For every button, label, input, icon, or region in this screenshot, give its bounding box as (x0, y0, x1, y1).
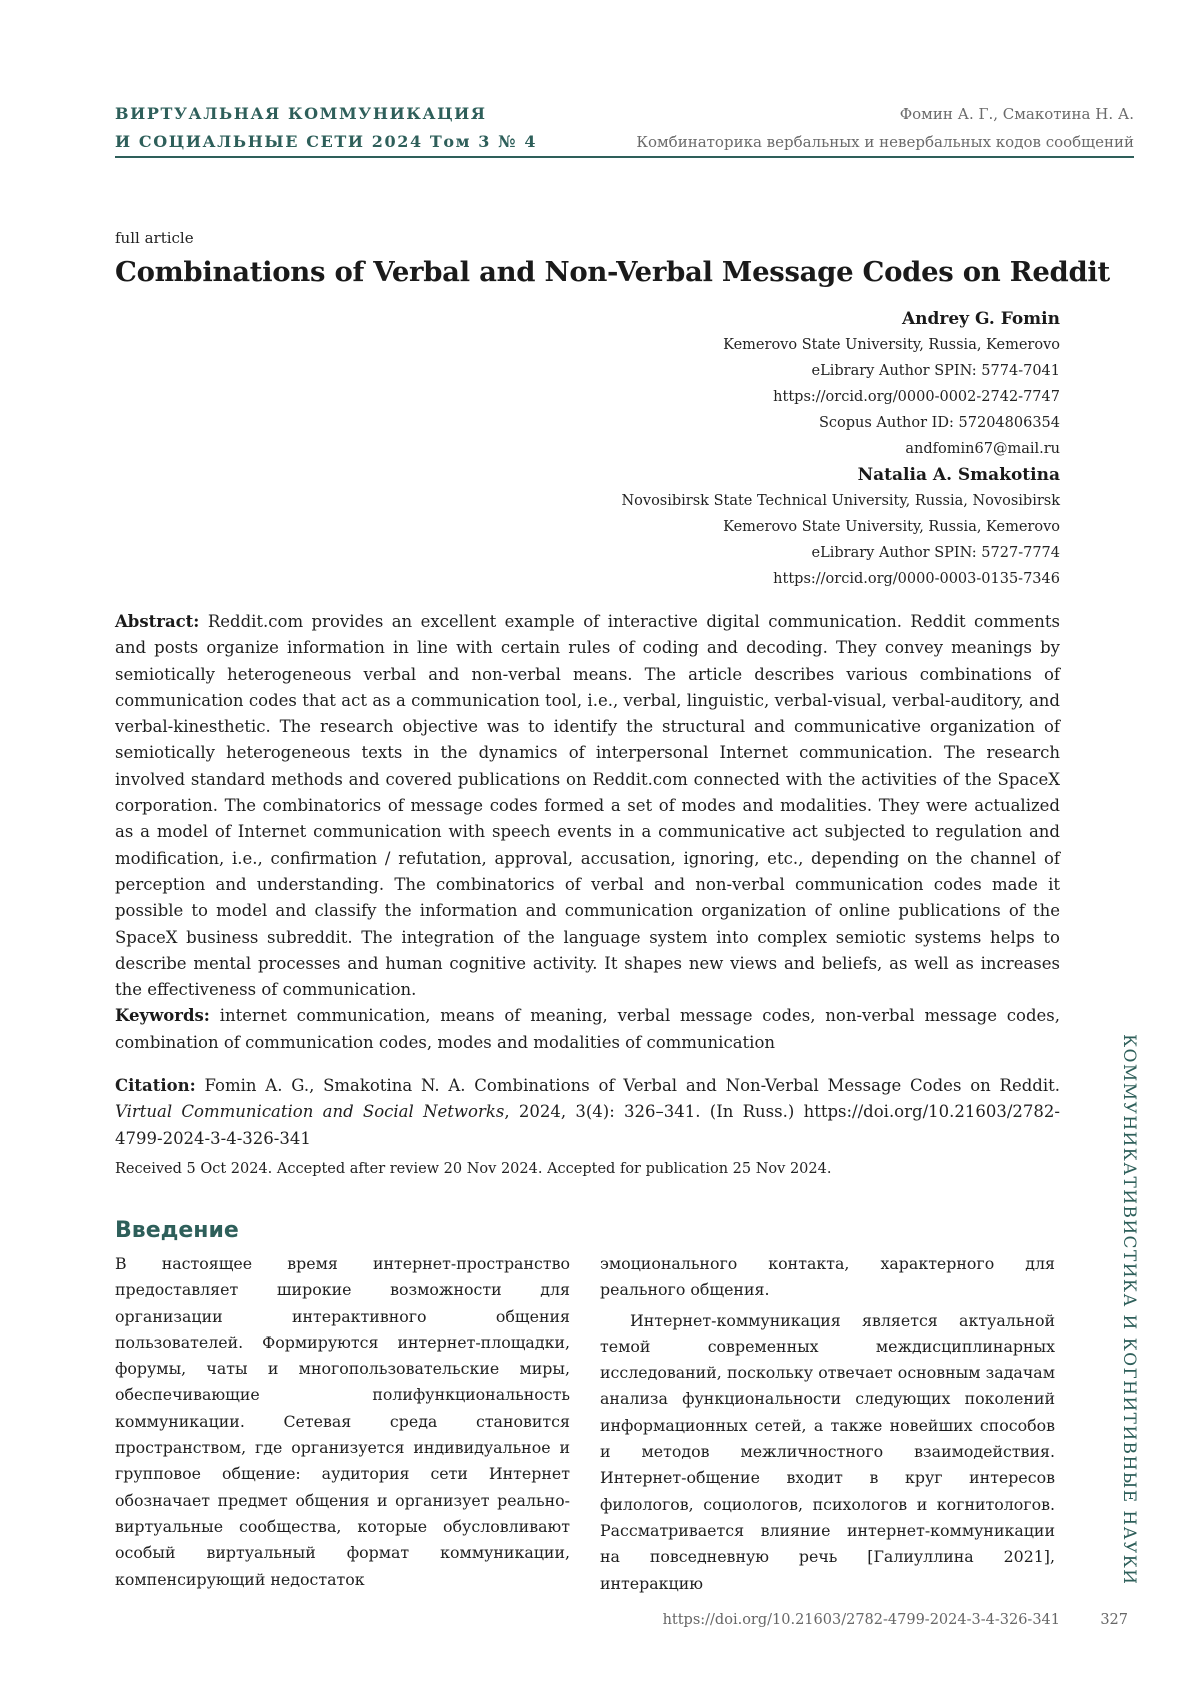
author-orcid-link[interactable]: https://orcid.org/0000-0002-2742-7747 (500, 384, 1060, 410)
section-heading-introduction: Введение (115, 1218, 239, 1243)
running-authors: Фомин А. Г., Смакотина Н. А. (574, 100, 1134, 128)
citation-journal: Virtual Communication and Social Networks (115, 1102, 504, 1121)
keywords (115, 1003, 1060, 1056)
citation-doi[interactable]: , 2024, 3(4): 326–341. (In Russ.) https://doi.org/10.21603/2782-4799-2024-3-4-326-341 (115, 1102, 1060, 1147)
page-number: 327 (1100, 1612, 1128, 1628)
journal-name-line1: ВИРТУАЛЬНАЯ КОММУНИКАЦИЯ (115, 100, 635, 128)
author-affiliation: Novosibirsk State Technical University, Russia, Novosibirsk (500, 488, 1060, 514)
received-dates: Received 5 Oct 2024. Accepted after review 20 Nov 2024. Accepted for publication 25 Nov 2024. (115, 1161, 831, 1177)
abstract-section (115, 609, 1060, 1056)
author-name: Natalia A. Smakotina (500, 462, 1060, 488)
abstract (115, 609, 1060, 1003)
abstract-text: Reddit.com provides an excellent example of interactive digital communication. Reddit comments and posts organize information in line with certain rules of coding and decoding. They convey meanings by semiotically heterogeneous verbal and non-verbal means. The article describes various combinations of communication codes that act as a communication tool, i.e., verbal, linguistic, verbal-visual, verbal-auditory, and verbal-kinesthetic. The research objective was to identify the structural and communicative organization of semiotically heterogeneous texts in the dynamics of interpersonal Internet communication. The research involved standard methods and covered publications on Reddit.com connected with the activities of the SpaceX corporation. The combinatorics of message codes formed a set of modes and modalities. They were actualized as a model of Internet communication with speech events in a communicative act subjected to regulation and modification, i.e., confirmation / refutation, approval, accusation, ignoring, etc., depending on the channel of perception and understanding. The combinatorics of verbal and non-verbal communication codes made it possible to model and classify the information and communication organization of online publications of the SpaceX business subreddit. The integration of the language system into complex semiotic systems helps to describe mental processes and human cognitive activity. It shapes new views and beliefs, as well as increases the effectiveness of communication. (115, 612, 1060, 999)
article-type: full article (115, 229, 194, 247)
body-column-left (115, 1251, 570, 1593)
body-paragraph: В настоящее время интернет-пространство предоставляет широкие возможности для организации интерактивного общения пользователей. Формируются интернет-площадки, форумы, чаты и многопользовательские миры, обеспечивающие полифункциональность коммуникации. Сетевая среда становится пространством, где организуется индивидуальное и групповое общение: аудитория сети Интернет обозначает предмет общения и организует реально-виртуальные сообщества, которые обусловливают особый виртуальный формат коммуникации, компенсирующий недостаток (115, 1251, 570, 1593)
author-elibrary-spin: eLibrary Author SPIN: 5727-7774 (500, 540, 1060, 566)
author-email-link[interactable]: andfomin67@mail.ru (500, 436, 1060, 462)
running-title: Комбинаторика вербальных и невербальных кодов сообщений (574, 128, 1134, 156)
author-block (500, 306, 1060, 592)
author-affiliation: Kemerovo State University, Russia, Kemerovo (500, 332, 1060, 358)
author-affiliation: Kemerovo State University, Russia, Kemerovo (500, 514, 1060, 540)
body-paragraph: Интернет-коммуникация является актуальной темой современных междисциплинарных исследований, поскольку отвечает основным задачам анализа функциональности следующих поколений информационных сетей, а также новейших способов и методов межличностного взаимодействия. Интернет-общение входит в круг интересов филологов, социологов, психологов и когнитологов. Рассматривается влияние интернет-коммуникации на повседневную речь [Галиуллина 2021], интеракцию (600, 1308, 1055, 1597)
body-column-right (600, 1251, 1055, 1597)
author-orcid-link[interactable]: https://orcid.org/0000-0003-0135-7346 (500, 566, 1060, 592)
author-elibrary-spin: eLibrary Author SPIN: 5774-7041 (500, 358, 1060, 384)
author-name: Andrey G. Fomin (500, 306, 1060, 332)
footer-doi-link[interactable]: https://doi.org/10.21603/2782-4799-2024-3-4-326-341 (663, 1612, 1060, 1628)
citation (115, 1073, 1060, 1152)
citation-text: Fomin A. G., Smakotina N. A. Combinations of Verbal and Non-Verbal Message Codes on Reddit. (204, 1076, 1060, 1095)
section-side-label: КОММУНИКАТИВИСТИКА И КОГНИТИВНЫЕ НАУКИ (1119, 1034, 1139, 1585)
header-rule (115, 156, 1134, 158)
journal-name-line2: И СОЦИАЛЬНЫЕ СЕТИ 2024 Том 3 № 4 (115, 128, 635, 156)
keywords-text: internet communication, means of meaning, verbal message codes, non-verbal message codes, combination of communication codes, modes and modalities of communication (115, 1006, 1060, 1051)
citation-label: Citation: (115, 1076, 196, 1095)
running-header (574, 100, 1134, 156)
body-paragraph: эмоционального контакта, характерного для реального общения. (600, 1251, 1055, 1304)
abstract-label: Abstract: (115, 612, 199, 631)
keywords-label: Keywords: (115, 1006, 210, 1025)
article-title: Combinations of Verbal and Non-Verbal Message Codes on Reddit (115, 256, 1075, 288)
author-scopus-id: Scopus Author ID: 57204806354 (500, 410, 1060, 436)
journal-header (115, 100, 635, 156)
